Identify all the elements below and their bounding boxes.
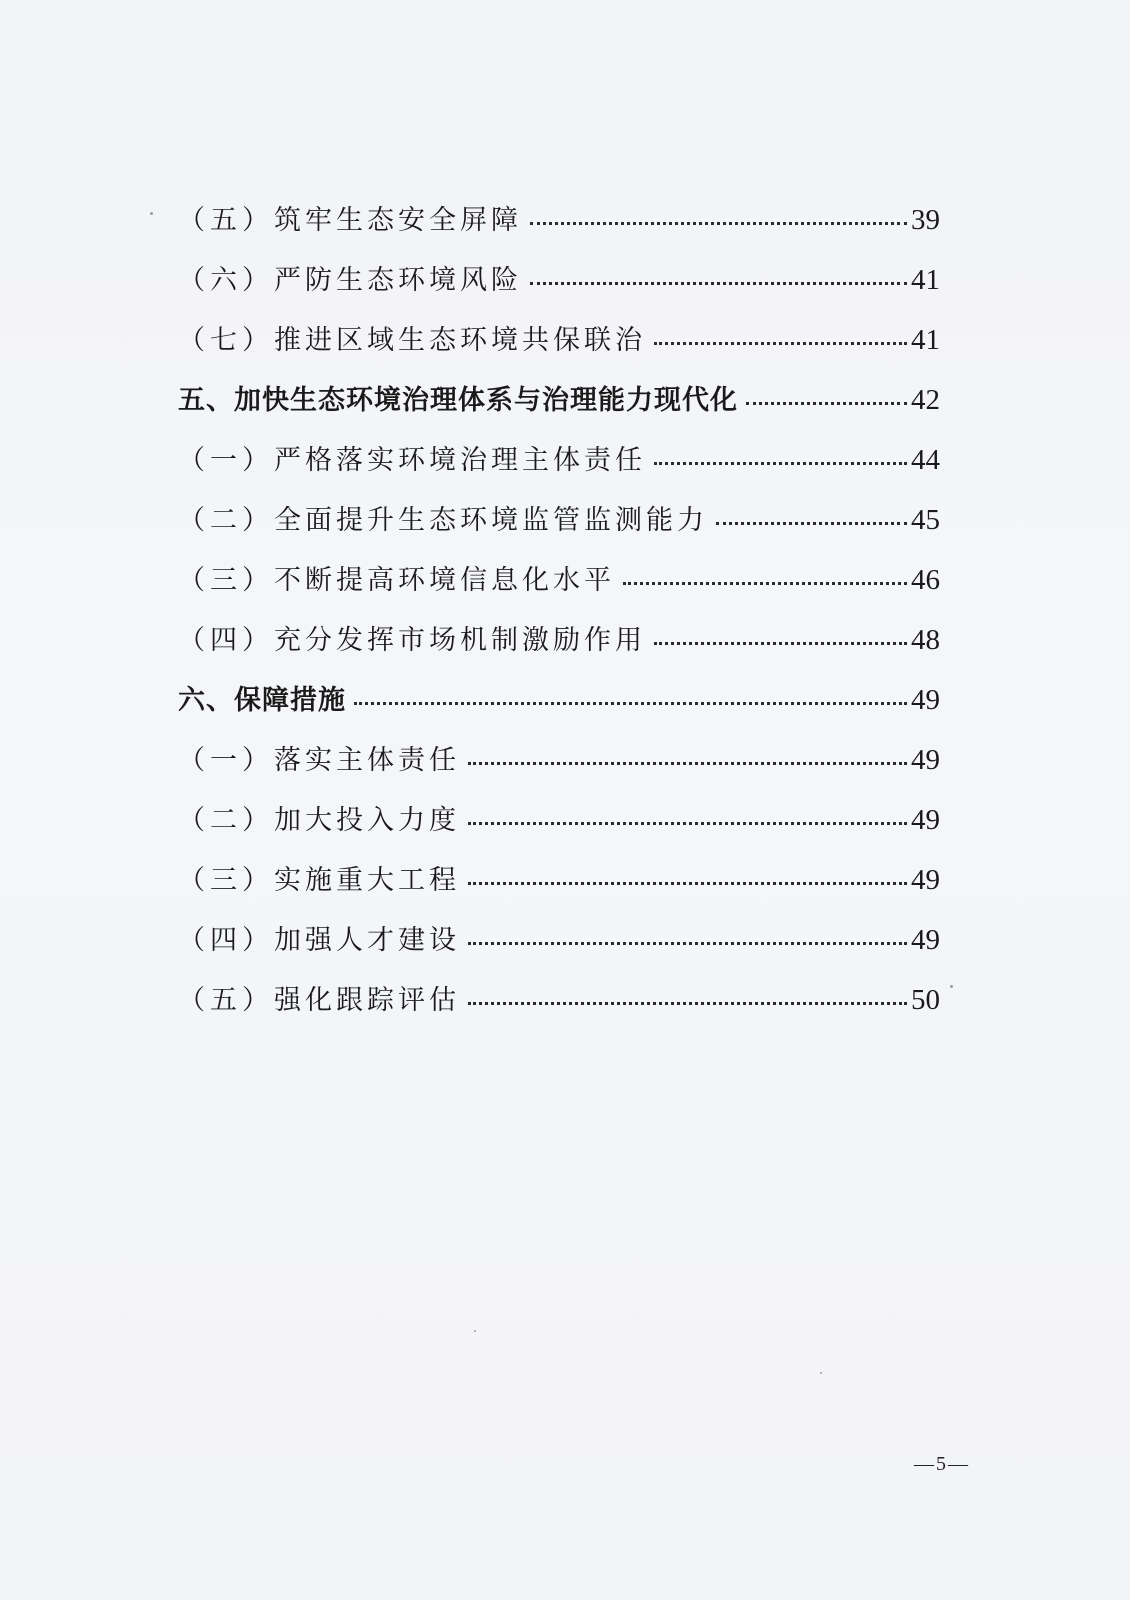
toc-entry-number: （二） xyxy=(178,805,274,836)
dot-leader xyxy=(654,642,907,645)
toc-entry-page: 46 xyxy=(911,564,940,596)
scan-speck xyxy=(150,212,153,215)
toc-entry-title: 加大投入力度 xyxy=(274,805,460,836)
dot-leader xyxy=(530,222,907,225)
toc-entry-page: 49 xyxy=(911,924,940,956)
toc-entry[interactable] xyxy=(178,620,940,680)
toc-entry[interactable] xyxy=(178,500,940,560)
toc-entry-number: （一） xyxy=(178,745,274,776)
toc-entry[interactable] xyxy=(178,800,940,860)
toc-entry-title: 筑牢生态安全屏障 xyxy=(274,205,522,236)
toc-entry-number: （五） xyxy=(178,205,274,236)
toc-entry-number: （二） xyxy=(178,505,274,536)
toc-entry-title: 不断提高环境信息化水平 xyxy=(274,565,615,596)
toc-chapter-title: 保障措施 xyxy=(234,685,346,716)
toc-entry-number: （四） xyxy=(178,925,274,956)
toc-chapter-entry[interactable] xyxy=(178,680,940,740)
toc-entry-page: 48 xyxy=(911,624,940,656)
toc-entry[interactable] xyxy=(178,740,940,800)
toc-entry-title: 实施重大工程 xyxy=(274,865,460,896)
toc-entry[interactable] xyxy=(178,320,940,380)
toc-entry-title: 严防生态环境风险 xyxy=(274,265,522,296)
toc-chapter-title: 加快生态环境治理体系与治理能力现代化 xyxy=(234,385,738,416)
dot-leader xyxy=(468,882,907,885)
toc-entry-title: 全面提升生态环境监管监测能力 xyxy=(274,505,708,536)
toc-entry-page: 39 xyxy=(911,204,940,236)
toc-entry[interactable] xyxy=(178,440,940,500)
toc-entry[interactable] xyxy=(178,560,940,620)
dot-leader xyxy=(468,762,907,765)
toc-chapter-entry[interactable] xyxy=(178,380,940,440)
dot-leader xyxy=(654,342,907,345)
toc-entry-number: （三） xyxy=(178,565,274,596)
dot-leader xyxy=(746,402,907,405)
toc-entry-title: 落实主体责任 xyxy=(274,745,460,776)
scan-speck xyxy=(820,1372,822,1374)
toc-entry-page: 42 xyxy=(911,384,940,416)
toc-entry-title: 充分发挥市场机制激励作用 xyxy=(274,625,646,656)
toc-chapter-number: 六、 xyxy=(178,685,234,716)
dot-leader xyxy=(654,462,907,465)
toc-entry-page: 49 xyxy=(911,864,940,896)
toc-entry-page: 50 xyxy=(911,984,940,1016)
toc-entry-number: （六） xyxy=(178,265,274,296)
toc-entry-title: 严格落实环境治理主体责任 xyxy=(274,445,646,476)
toc-entry-title: 加强人才建设 xyxy=(274,925,460,956)
dot-leader xyxy=(354,702,907,705)
scan-speck xyxy=(474,1330,476,1332)
toc-entry[interactable] xyxy=(178,980,940,1040)
footer-page-number: —5— xyxy=(914,1453,970,1475)
scan-speck xyxy=(950,985,953,988)
dot-leader xyxy=(530,282,907,285)
toc-entry-number: （三） xyxy=(178,865,274,896)
toc-entry-number: （一） xyxy=(178,445,274,476)
toc-entry-number: （五） xyxy=(178,985,274,1016)
toc-entry-page: 41 xyxy=(911,264,940,296)
toc-chapter-number: 五、 xyxy=(178,385,234,416)
toc-entry[interactable] xyxy=(178,920,940,980)
table-of-contents xyxy=(178,200,940,1040)
toc-entry-title: 强化跟踪评估 xyxy=(274,985,460,1016)
dot-leader xyxy=(623,582,907,585)
dot-leader xyxy=(468,1002,907,1005)
toc-entry-page: 49 xyxy=(911,744,940,776)
toc-entry-page: 44 xyxy=(911,444,940,476)
toc-entry-number: （四） xyxy=(178,625,274,656)
dot-leader xyxy=(468,942,907,945)
toc-entry-page: 45 xyxy=(911,504,940,536)
toc-entry-title: 推进区域生态环境共保联治 xyxy=(274,325,646,356)
toc-entry[interactable] xyxy=(178,260,940,320)
toc-entry[interactable] xyxy=(178,200,940,260)
toc-entry[interactable] xyxy=(178,860,940,920)
toc-entry-page: 49 xyxy=(911,804,940,836)
toc-entry-page: 49 xyxy=(911,684,940,716)
toc-entry-number: （七） xyxy=(178,325,274,356)
dot-leader xyxy=(716,522,907,525)
dot-leader xyxy=(468,822,907,825)
toc-entry-page: 41 xyxy=(911,324,940,356)
